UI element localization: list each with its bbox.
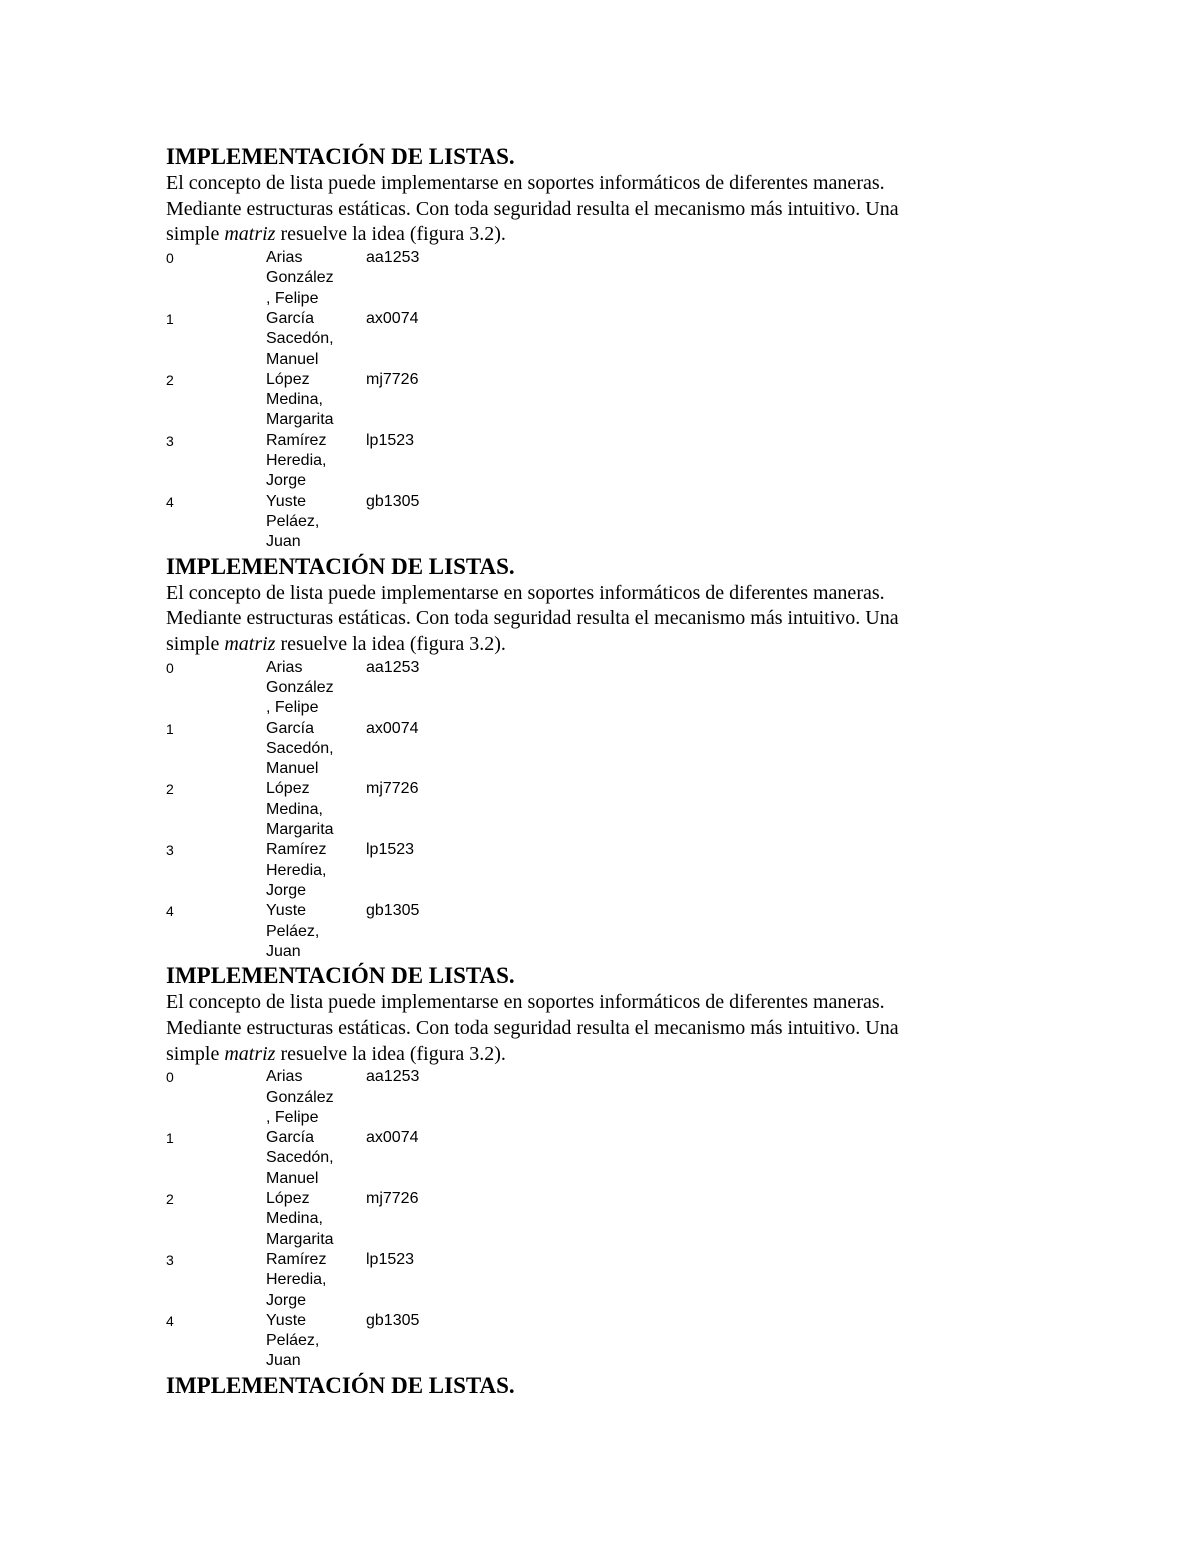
name-line: Arias	[266, 249, 303, 267]
name-line: Jorge	[266, 881, 307, 899]
name-line: Ramírez	[266, 841, 327, 859]
paragraph-line: El concepto de lista puede implementarse en soportes informáticos de diferentes maneras.	[166, 172, 885, 194]
student-name	[266, 309, 366, 370]
name-line: Yuste	[266, 492, 307, 510]
student-code: gb1305	[366, 492, 420, 510]
document-page	[166, 143, 1066, 1400]
student-code: lp1523	[366, 1250, 415, 1268]
student-name	[266, 248, 366, 309]
name-line: , Felipe	[266, 1108, 319, 1126]
student-name	[266, 779, 366, 840]
name-line: Yuste	[266, 1311, 307, 1329]
name-line: Peláez,	[266, 1332, 320, 1350]
table-row	[166, 840, 1066, 901]
name-line: García	[266, 719, 315, 737]
row-index: 0	[166, 1069, 174, 1086]
student-name	[266, 1067, 366, 1128]
table-row	[166, 309, 1066, 370]
table-row	[166, 658, 1066, 719]
table-row	[166, 248, 1066, 309]
row-index: 4	[166, 493, 174, 510]
student-name	[266, 370, 366, 431]
name-line: Ramírez	[266, 431, 327, 449]
paragraph-line: El concepto de lista puede implementarse en soportes informáticos de diferentes maneras.	[166, 581, 885, 604]
name-line: Jorge	[266, 472, 307, 490]
name-line: Juan	[266, 533, 301, 551]
student-code: ax0074	[366, 310, 419, 327]
italic-term: matriz	[224, 632, 276, 655]
student-code: mj7726	[366, 370, 419, 388]
section-heading: IMPLEMENTACIÓN DE LISTAS.	[166, 553, 515, 579]
paragraph-line: Mediante estructuras estáticas. Con toda seguridad resulta el mecanismo más intuitivo. Una	[166, 607, 899, 630]
table-row	[166, 779, 1066, 840]
paragraph-line: El concepto de lista puede implementarse en soportes informáticos de diferentes maneras.	[166, 991, 885, 1014]
name-line: , Felipe	[266, 289, 319, 307]
student-table	[166, 1067, 1066, 1371]
table-row	[166, 901, 1066, 962]
name-line: Sacedón,	[266, 1149, 334, 1167]
name-line: Medina,	[266, 391, 323, 409]
name-line: Ramírez	[266, 1250, 327, 1268]
name-line: Medina,	[266, 1210, 323, 1228]
name-line: Yuste	[266, 902, 307, 920]
row-index: 3	[166, 842, 174, 859]
row-index: 4	[166, 903, 174, 920]
paragraph-line	[166, 632, 1066, 658]
student-name	[266, 1311, 366, 1372]
student-code: mj7726	[366, 780, 419, 798]
name-line: González	[266, 1088, 334, 1106]
table-row	[166, 1311, 1066, 1372]
name-line: González	[266, 678, 334, 696]
section-heading: IMPLEMENTACIÓN DE LISTAS.	[166, 144, 515, 169]
table-row	[166, 1189, 1066, 1250]
student-name	[266, 431, 366, 492]
student-name	[266, 1250, 366, 1311]
student-name	[266, 901, 366, 962]
row-index: 1	[166, 720, 174, 737]
name-line: Heredia,	[266, 861, 327, 879]
paragraph-line: Mediante estructuras estáticas. Con toda seguridad resulta el mecanismo más intuitivo. Una	[166, 197, 899, 220]
name-line: Peláez,	[266, 922, 320, 940]
student-code: aa1253	[366, 658, 420, 676]
table-row	[166, 431, 1066, 492]
name-line: Margarita	[266, 1230, 334, 1248]
name-line: López	[266, 1190, 310, 1208]
row-index: 0	[166, 659, 174, 676]
name-line: Arias	[266, 1068, 303, 1086]
student-name	[266, 719, 366, 780]
table-row	[166, 719, 1066, 780]
name-line: Peláez,	[266, 512, 320, 530]
table-row	[166, 492, 1066, 553]
row-index: 3	[166, 1251, 174, 1268]
paragraph-text: simple	[166, 1042, 225, 1065]
name-line: Juan	[266, 942, 301, 960]
name-line: Jorge	[266, 1291, 307, 1309]
name-line: Margarita	[266, 411, 334, 429]
paragraph-text: simple	[166, 632, 225, 655]
student-name	[266, 840, 366, 901]
name-line: Manuel	[266, 350, 319, 368]
name-line: Sacedón,	[266, 330, 334, 348]
student-code: aa1253	[366, 1068, 420, 1086]
name-line: Margarita	[266, 821, 334, 839]
name-line: Juan	[266, 1352, 301, 1370]
student-table	[166, 658, 1066, 962]
name-line: Sacedón,	[266, 739, 334, 757]
student-name	[266, 658, 366, 719]
row-index: 2	[166, 371, 174, 388]
name-line: García	[266, 310, 315, 327]
student-code: mj7726	[366, 1190, 419, 1208]
paragraph-line	[166, 1042, 1066, 1068]
italic-term: matriz	[224, 223, 276, 246]
student-code: aa1253	[366, 249, 420, 267]
document-body	[166, 143, 1066, 1372]
row-index: 1	[166, 1130, 174, 1147]
name-line: Manuel	[266, 1169, 319, 1187]
name-line: Manuel	[266, 760, 319, 778]
name-line: González	[266, 269, 334, 287]
document-section	[166, 143, 1066, 553]
name-line: Medina,	[266, 800, 323, 818]
paragraph-line	[166, 222, 1066, 248]
document-section	[166, 553, 1066, 963]
row-index: 0	[166, 250, 174, 267]
section-heading: IMPLEMENTACIÓN DE LISTAS.	[166, 963, 515, 989]
name-line: , Felipe	[266, 699, 319, 717]
table-row	[166, 1250, 1066, 1311]
row-index: 2	[166, 781, 174, 798]
student-code: gb1305	[366, 902, 420, 920]
paragraph-line: Mediante estructuras estáticas. Con toda seguridad resulta el mecanismo más intuitivo. Una	[166, 1016, 899, 1039]
document-section	[166, 962, 1066, 1372]
student-table	[166, 248, 1066, 552]
student-name	[266, 492, 366, 553]
paragraph-text: resuelve la idea (figura 3.2).	[275, 223, 506, 246]
paragraph-text: simple	[166, 223, 225, 246]
name-line: Arias	[266, 658, 303, 676]
table-row	[166, 370, 1066, 431]
row-index: 4	[166, 1312, 174, 1329]
name-line: Heredia,	[266, 452, 327, 470]
paragraph-text: resuelve la idea (figura 3.2).	[275, 1042, 506, 1065]
student-name	[266, 1189, 366, 1250]
name-line: López	[266, 370, 310, 388]
table-row	[166, 1128, 1066, 1189]
paragraph-text: resuelve la idea (figura 3.2).	[275, 632, 506, 655]
student-code: ax0074	[366, 719, 419, 737]
name-line: García	[266, 1129, 315, 1147]
student-code: gb1305	[366, 1311, 420, 1329]
student-code: lp1523	[366, 841, 415, 859]
student-name	[266, 1128, 366, 1189]
name-line: Heredia,	[266, 1271, 327, 1289]
table-row	[166, 1067, 1066, 1128]
student-code: ax0074	[366, 1129, 419, 1147]
row-index: 3	[166, 432, 174, 449]
name-line: López	[266, 780, 310, 798]
row-index: 2	[166, 1191, 174, 1208]
row-index: 1	[166, 311, 174, 327]
student-code: lp1523	[366, 431, 415, 449]
section-heading: IMPLEMENTACIÓN DE LISTAS.	[166, 1372, 515, 1398]
italic-term: matriz	[224, 1042, 276, 1065]
